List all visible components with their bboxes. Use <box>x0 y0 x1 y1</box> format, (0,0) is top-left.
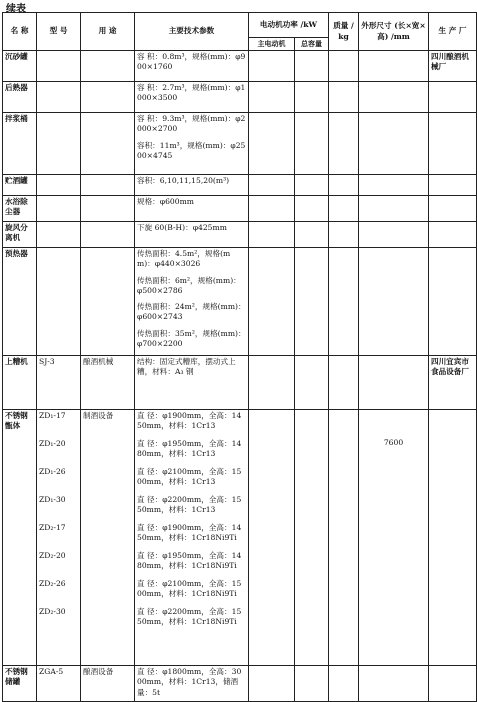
cell-power-total <box>295 666 329 702</box>
cell-maker <box>429 175 477 196</box>
cell-name: 预热器 <box>3 248 37 356</box>
cell-model <box>37 82 81 113</box>
cell-maker <box>429 196 477 222</box>
header-params: 主要技术参数 <box>135 13 249 51</box>
cell-mass <box>329 113 359 175</box>
cell-params <box>135 113 249 175</box>
continuation-label: 续表 <box>6 4 26 15</box>
cell-maker <box>429 82 477 113</box>
table-row <box>3 82 477 113</box>
cell-maker <box>429 248 477 356</box>
cell-params: 容积：6,10,11,15,20(m³) <box>135 175 249 196</box>
model-line: ZD₁-26 <box>39 467 66 476</box>
header-mass: 质量 /kg <box>329 13 359 51</box>
param-line: 直 径：φ2200mm，全高：1550mm，材料：1Cr18Ni9Ti <box>137 607 242 627</box>
table-row <box>3 222 477 248</box>
table-row <box>3 51 477 82</box>
cell-mass <box>329 51 359 82</box>
cell-model <box>37 175 81 196</box>
cell-power-total <box>295 248 329 356</box>
cell-name: 贮酒罐 <box>3 175 37 196</box>
model-line: ZD₁-30 <box>39 495 66 504</box>
header-maker: 生 产 厂 <box>429 13 477 51</box>
cell-use <box>81 113 135 175</box>
cell-mass <box>329 410 359 666</box>
cell-model <box>37 222 81 248</box>
cell-use <box>81 175 135 196</box>
cell-maker: 四川酿酒机械厂 <box>429 51 477 82</box>
cell-mass <box>329 356 359 410</box>
cell-dims <box>359 666 429 702</box>
cell-use: 酿酒设备 <box>81 666 135 702</box>
cell-maker <box>429 410 477 666</box>
cell-dims <box>359 356 429 410</box>
param-line: 传热面积：35m²，规格(mm)：φ700×2200 <box>137 328 246 348</box>
cell-maker: 四川宜宾市食品设备厂 <box>429 356 477 410</box>
table-row <box>3 196 477 222</box>
param-line: 直 径：φ2100mm，全高：1500mm，材料：1Cr18Ni9Ti <box>137 579 242 599</box>
cell-power-total <box>295 410 329 666</box>
cell-name: 水浴除尘器 <box>3 196 37 222</box>
cell-params: 结构：固定式糟库，摆动式上糟，材料：A₃ 钢 <box>135 356 249 410</box>
model-line: ZD₂-30 <box>39 607 66 616</box>
param-line: 传热面积：6m²，规格(mm)：φ500×2786 <box>137 275 241 295</box>
cell-model <box>37 248 81 356</box>
param-line: 直 径：φ1900mm，全高：1450mm，材料：1Cr13 <box>137 411 242 431</box>
model-line: ZD₁-20 <box>39 439 66 448</box>
model-line: ZD₂-17 <box>39 523 66 532</box>
table-row <box>3 248 477 356</box>
cell-power-main <box>249 196 295 222</box>
cell-use <box>81 51 135 82</box>
cell-power-total <box>295 113 329 175</box>
cell-model <box>37 196 81 222</box>
header-power-main: 主电动机 <box>249 38 295 51</box>
param-line: 直 径：φ2100mm，全高：1500mm，材料：1Cr13 <box>137 467 242 487</box>
cell-params: 下旋 60(B-H)：φ425mm <box>135 222 249 248</box>
cell-mass <box>329 196 359 222</box>
cell-maker <box>429 113 477 175</box>
header-name: 名 称 <box>3 13 37 51</box>
cell-model: ZGA-5 <box>37 666 81 702</box>
cell-params <box>135 410 249 666</box>
param-line: 传热面积：4.5m²，规格(mm)：φ440×3026 <box>137 249 231 269</box>
header-model: 型 号 <box>37 13 81 51</box>
param-line: 容积：11m³，规格(mm)：φ2500×4745 <box>137 140 246 160</box>
table-row <box>3 666 477 702</box>
cell-power-main <box>249 410 295 666</box>
cell-params <box>135 248 249 356</box>
cell-use <box>81 222 135 248</box>
cell-model <box>37 51 81 82</box>
model-line: ZD₂-20 <box>39 551 66 560</box>
cell-maker <box>429 222 477 248</box>
param-line: 传热面积：24m²，规格(mm)：φ600×2743 <box>137 302 246 322</box>
cell-mass <box>329 82 359 113</box>
header-power: 电动机功率 /kW <box>249 13 329 38</box>
param-line: 直 径：φ1950mm，全高：1480mm，材料：1Cr13 <box>137 439 242 459</box>
cell-use <box>81 196 135 222</box>
cell-dims <box>359 248 429 356</box>
header-use: 用 途 <box>81 13 135 51</box>
cell-power-main <box>249 51 295 82</box>
cell-dims <box>359 222 429 248</box>
param-line: 容 积：9.3m³，规格(mm)：φ2000×2700 <box>137 114 246 134</box>
cell-mass <box>329 248 359 356</box>
cell-params: 规格：φ600mm <box>135 196 249 222</box>
cell-dims <box>359 82 429 113</box>
cell-mass <box>329 666 359 702</box>
cell-use <box>81 248 135 356</box>
cell-name: 拌浆桶 <box>3 113 37 175</box>
table-row <box>3 356 477 410</box>
cell-name: 旋风分离机 <box>3 222 37 248</box>
cell-power-total <box>295 222 329 248</box>
cell-power-total <box>295 51 329 82</box>
param-line: 直 径：φ2200mm，全高：1550mm，材料：1Cr13 <box>137 495 242 515</box>
cell-model <box>37 410 81 666</box>
cell-power-main <box>249 113 295 175</box>
cell-power-total <box>295 82 329 113</box>
cell-power-total <box>295 356 329 410</box>
cell-power-main <box>249 356 295 410</box>
model-line: ZD₁-17 <box>39 411 66 420</box>
param-line: 直 径：φ1900mm，全高：1450mm，材料：1Cr18Ni9Ti <box>137 523 242 543</box>
cell-name: 后熟器 <box>3 82 37 113</box>
cell-dims <box>359 51 429 82</box>
cell-power-main <box>249 248 295 356</box>
cell-use <box>81 82 135 113</box>
cell-mass <box>329 222 359 248</box>
cell-name: 不锈钢储罐 <box>3 666 37 702</box>
cell-power-total <box>295 175 329 196</box>
equipment-table <box>2 12 477 702</box>
cell-name: 沉砂罐 <box>3 51 37 82</box>
cell-power-main <box>249 222 295 248</box>
cell-power-main <box>249 666 295 702</box>
cell-model: SJ-3 <box>37 356 81 410</box>
table-row <box>3 113 477 175</box>
cell-use: 制酒设备 <box>81 410 135 666</box>
cell-name: 不锈钢甑体 <box>3 410 37 666</box>
cell-dims <box>359 196 429 222</box>
cell-name: 上糟机 <box>3 356 37 410</box>
cell-model <box>37 113 81 175</box>
cell-params: 容 积：2.7m³，规格(mm)：φ1000×3500 <box>135 82 249 113</box>
header-dims: 外形尺寸 (长×宽×高) /mm <box>359 13 429 51</box>
cell-power-main <box>249 175 295 196</box>
cell-maker <box>429 666 477 702</box>
cell-power-total <box>295 196 329 222</box>
cell-params: 容 积：0.8m³，规格(mm)：φ900×1760 <box>135 51 249 82</box>
table-row <box>3 410 477 666</box>
table-row <box>3 175 477 196</box>
model-line: ZD₂-26 <box>39 579 66 588</box>
cell-use: 酿酒机械 <box>81 356 135 410</box>
cell-params: 直 径：φ1800mm，全高：3000mm，材料：1Cr13，储酒量：5t <box>135 666 249 702</box>
header-power-total: 总容量 <box>295 38 329 51</box>
param-line: 直 径：φ1950mm，全高：1480mm，材料：1Cr18Ni9Ti <box>137 551 242 571</box>
cell-dims <box>359 175 429 196</box>
cell-dims: 7600 <box>359 410 429 666</box>
cell-power-main <box>249 82 295 113</box>
cell-dims <box>359 113 429 175</box>
cell-mass <box>329 175 359 196</box>
